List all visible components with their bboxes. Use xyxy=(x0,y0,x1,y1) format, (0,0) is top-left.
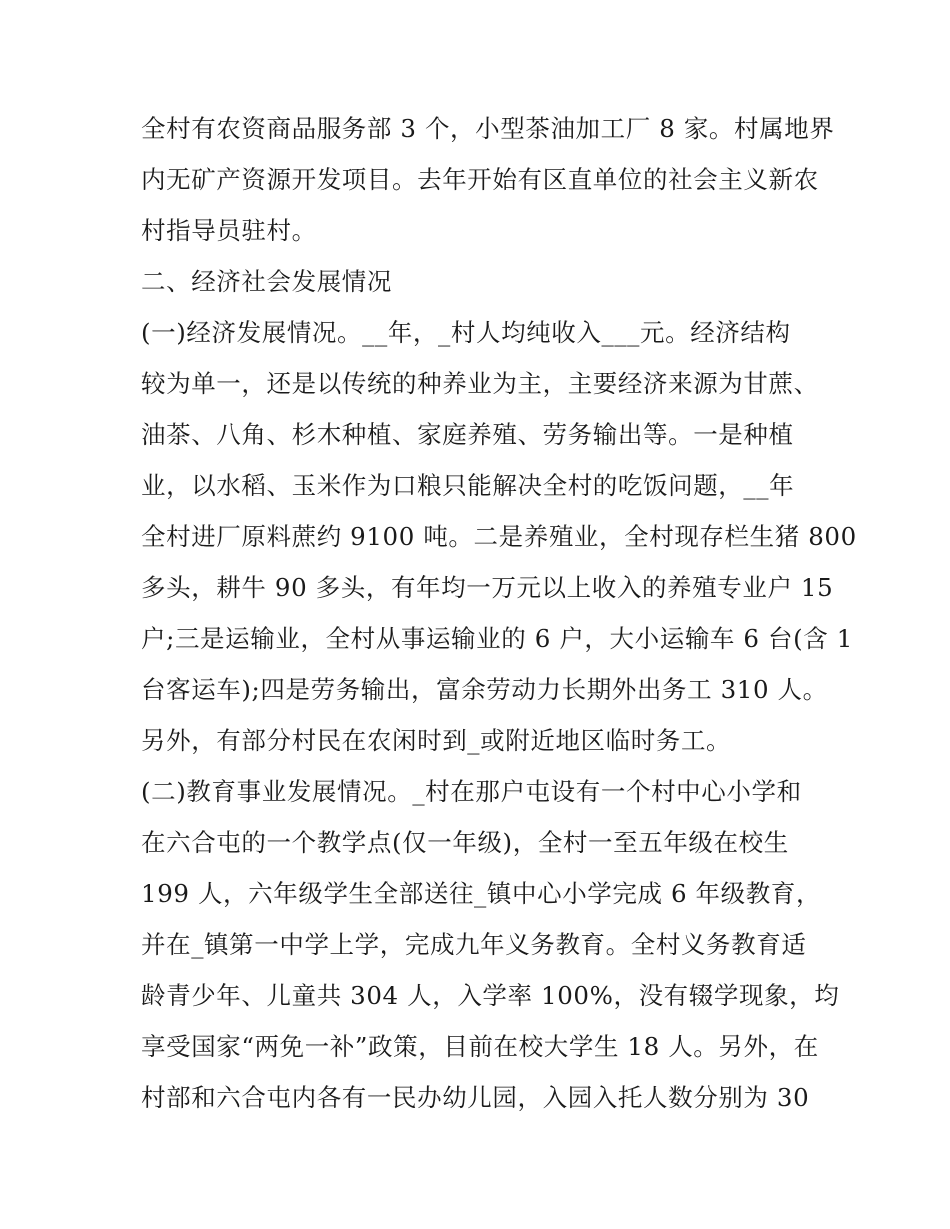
text-line: 业，以水稻、玉米作为口粮只能解决全村的吃饭问题，__年 xyxy=(141,471,795,500)
text-line: 199 人，六年级学生全部送往_镇中心小学完成 6 年级教育， xyxy=(141,879,822,908)
text-line: 多头，耕牛 90 多头，有年均一万元以上收入的养殖专业户 15 xyxy=(141,573,834,602)
text-line: 在六合屯的一个教学点(仅一年级)，全村一至五年级在校生 xyxy=(141,828,789,857)
text-line: 龄青少年、儿童共 304 人，入学率 100%，没有辍学现象，均 xyxy=(141,981,840,1010)
text-line: (二)教育事业发展情况。_村在那户屯设有一个村中心小学和 xyxy=(141,777,802,806)
text-line: 并在_镇第一中学上学，完成九年义务教育。全村义务教育适 xyxy=(141,930,807,959)
text-line: 另外，有部分村民在农闲时到_或附近地区临时务工。 xyxy=(141,726,732,755)
text-line: 村部和六合屯内各有一民办幼儿园，入园入托人数分别为 30 xyxy=(141,1083,810,1112)
text-line: 村指导员驻村。 xyxy=(141,216,317,245)
text-line: 户;三是运输业，全村从事运输业的 6 户，大小运输车 6 台(含 1 xyxy=(141,624,853,653)
text-line: 享受国家“两免一补”政策，目前在校大学生 18 人。另外，在 xyxy=(141,1032,819,1061)
text-line: (一)经济发展情况。__年，_村人均纯收入___元。经济结构 xyxy=(141,318,791,347)
text-line: 全村进厂原料蔗约 9100 吨。二是养殖业，全村现存栏生猪 800 xyxy=(141,522,857,551)
text-line: 油茶、八角、杉木种植、家庭养殖、劳务输出等。一是种植 xyxy=(141,420,794,449)
document-body xyxy=(141,103,857,1123)
section-heading: 二、经济社会发展情况 xyxy=(141,267,392,296)
text-line: 台客运车);四是劳务输出，富余劳动力长期外出务工 310 人。 xyxy=(141,675,828,704)
text-line: 较为单一，还是以传统的种养业为主，主要经济来源为甘蔗、 xyxy=(141,369,819,398)
text-line: 全村有农资商品服务部 3 个，小型茶油加工厂 8 家。村属地界 xyxy=(141,114,835,143)
text-line: 内无矿产资源开发项目。去年开始有区直单位的社会主义新农 xyxy=(141,165,819,194)
